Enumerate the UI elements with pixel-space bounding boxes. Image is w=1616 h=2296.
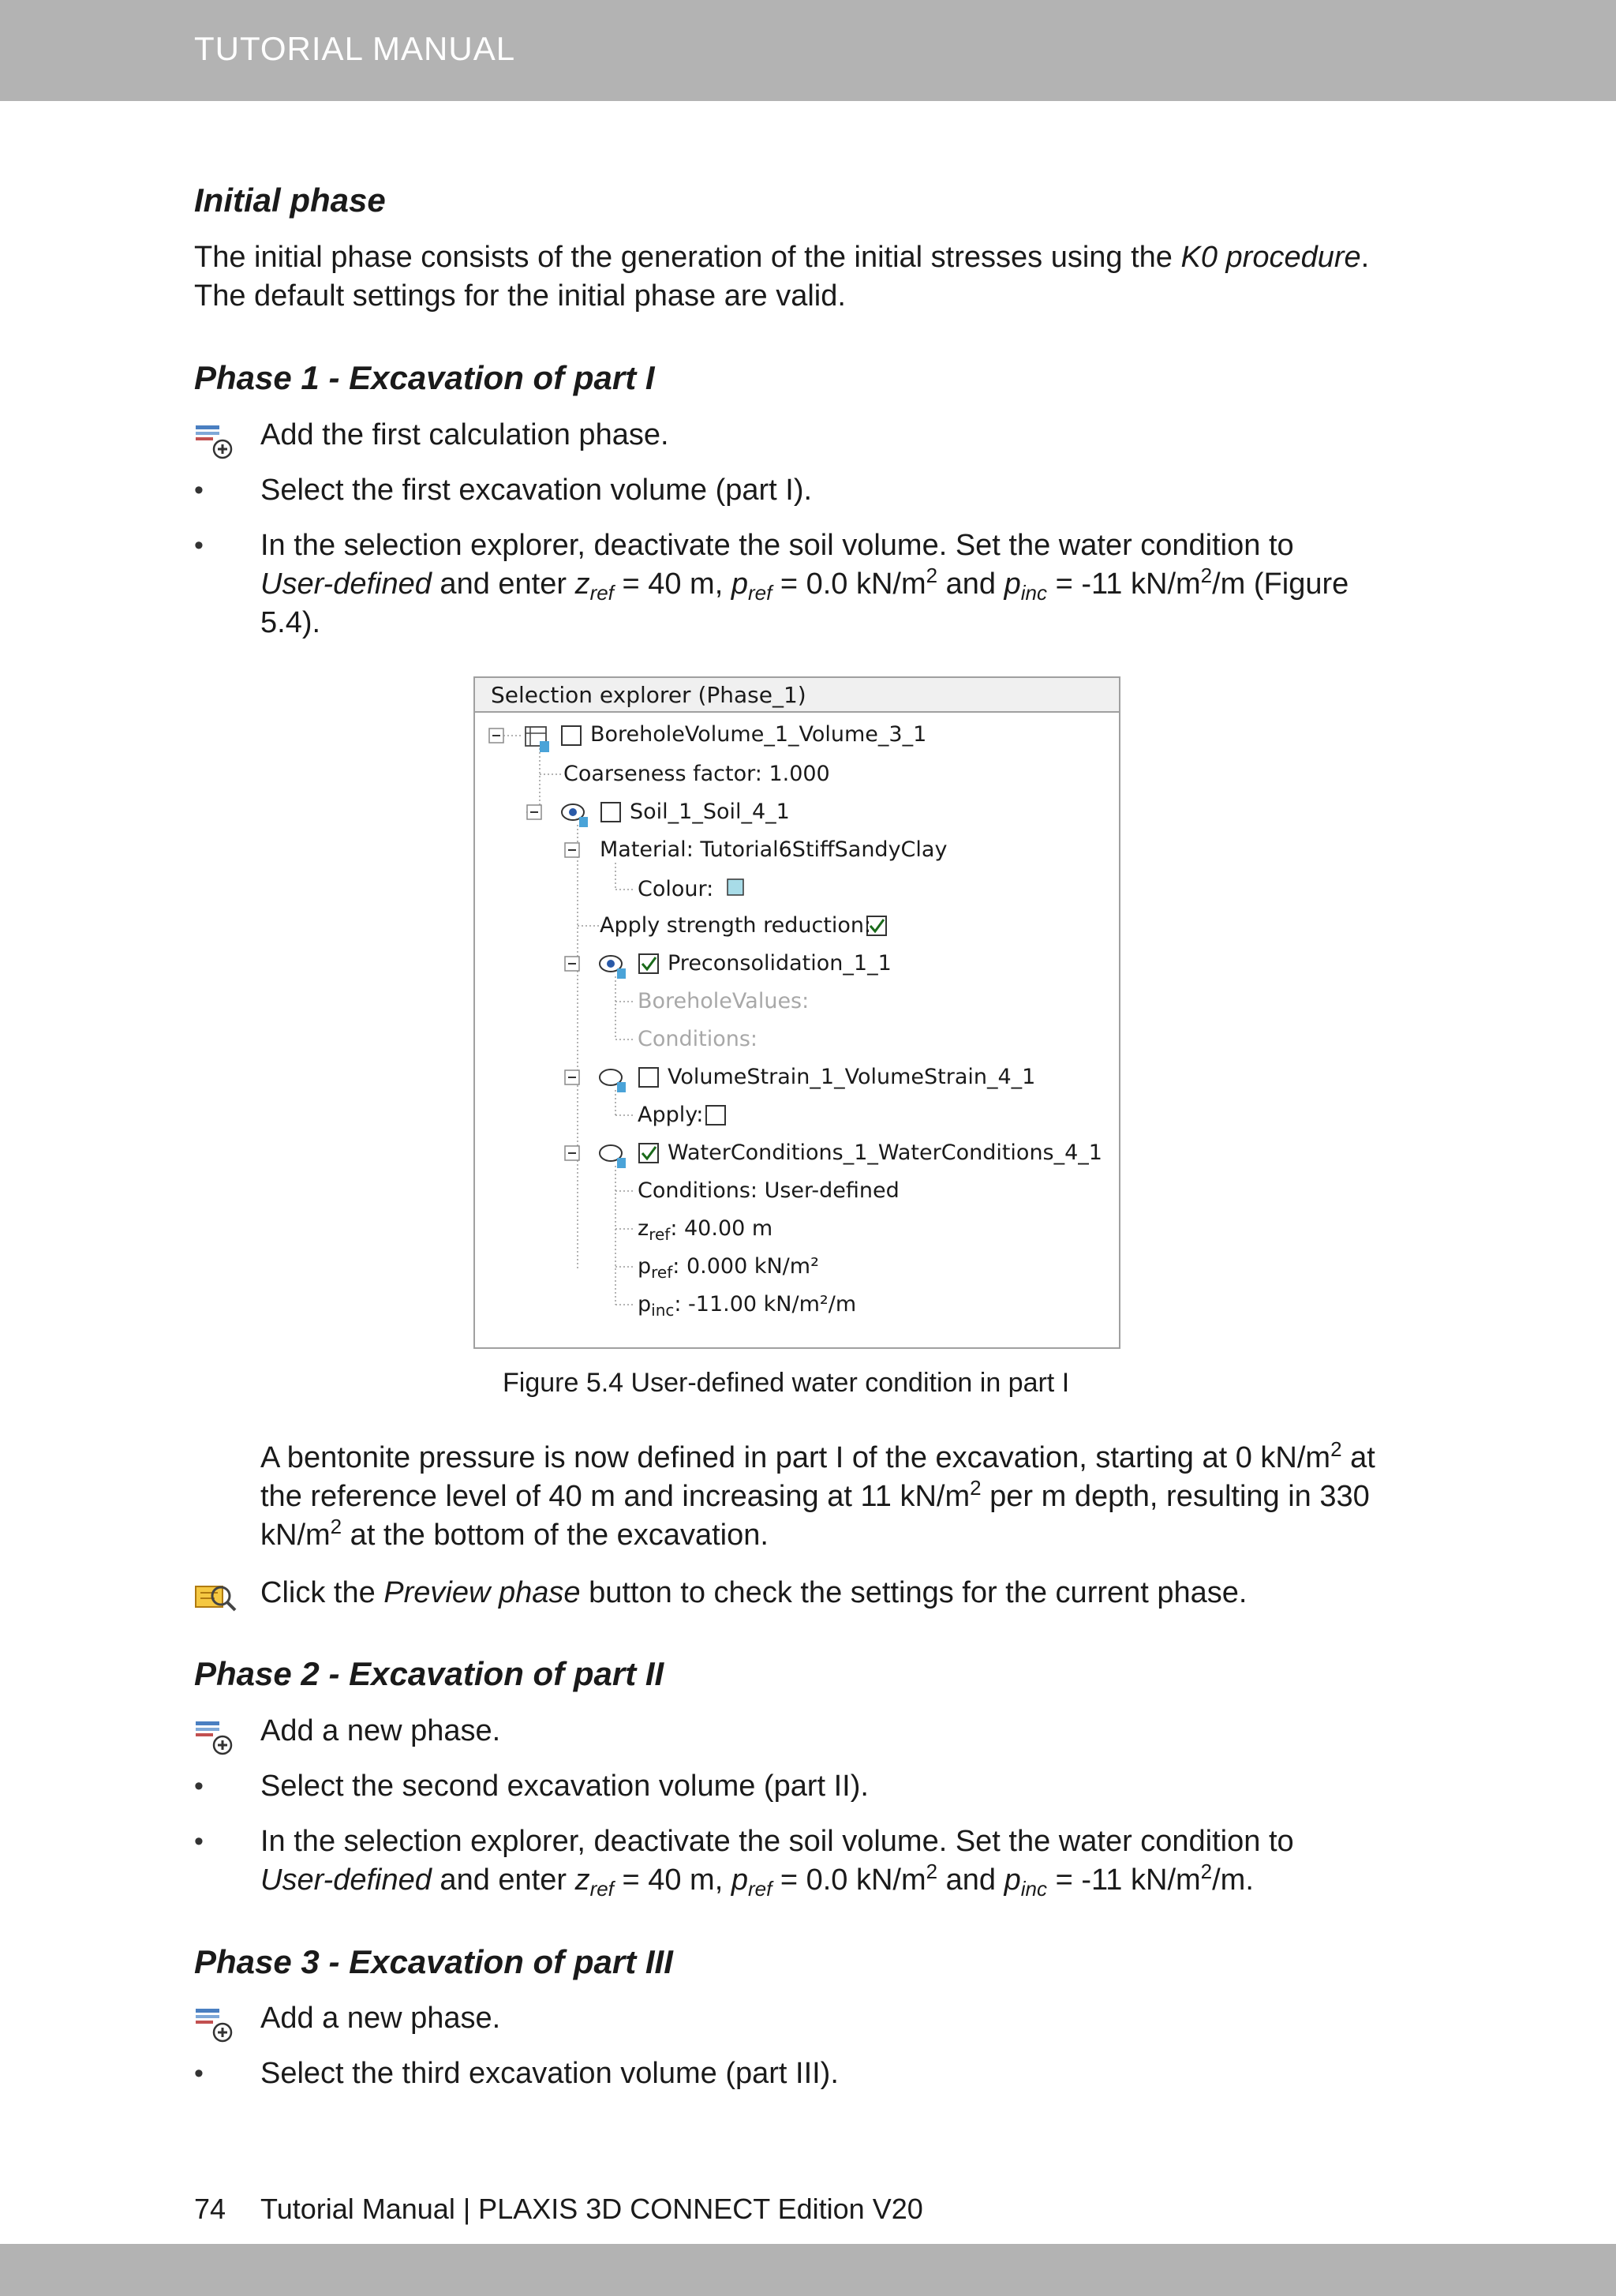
phase2-select-step	[194, 1767, 1425, 1807]
footer	[194, 2193, 923, 2226]
bentonite-paragraph: A bentonite pressure is now defined in part I of the excavation, starting at 0 $kN/m^2$ at the reference level of 40 m and increasing at 11 $kN/m^2$ per m depth, resulting in 330 $kN/m^2$ at the bottom of the excavation.	[260, 1437, 1375, 1552]
phase2-add-step	[194, 1712, 1425, 1751]
volume-icon	[526, 727, 549, 752]
bullet: •	[194, 475, 204, 505]
phase1-deactivate-step	[194, 526, 1425, 645]
preview-phase-icon	[194, 1579, 238, 1613]
figure-caption: Figure 5.4 User-defined water condition in part I	[503, 1368, 1070, 1398]
footer-band	[0, 2244, 1616, 2296]
borehole-checkbox	[562, 726, 581, 745]
phase3-select-text: Select the third excavation volume (part III).	[260, 2057, 839, 2090]
add-phase-icon	[194, 1718, 237, 1756]
preview-step	[194, 1574, 1425, 1613]
phase2-heading: Phase 2 - Excavation of part II	[194, 1655, 664, 1692]
water-checkbox	[639, 1144, 658, 1163]
page-number: 74	[194, 2193, 226, 2225]
tree-node-water: WaterConditions_1_WaterConditions_4_1	[668, 1141, 1102, 1165]
tree-node-soil: Soil_1_Soil_4_1	[630, 800, 790, 824]
selection-explorer-figure	[473, 676, 1120, 1349]
tree-node-precon: Preconsolidation_1_1	[668, 951, 892, 976]
condition-icon	[600, 1145, 626, 1168]
initial-phase-paragraph: The initial phase consists of the generation of the initial stresses using the K0 procedure. The default settings for the initial phase are valid.	[194, 241, 1370, 313]
footer-title: Tutorial Manual | PLAXIS 3D CONNECT Edition V20	[260, 2193, 923, 2225]
bullet: •	[194, 530, 204, 560]
add-phase-icon	[194, 422, 237, 460]
tree-node-borehole-values: BoreholeValues:	[638, 989, 810, 1013]
initial-phase-heading: Initial phase	[194, 182, 386, 219]
phase1-select-step	[194, 471, 1425, 511]
collapse-toggle-icons	[489, 729, 579, 1160]
tree-node-pref: $p_{ref}$: 0.000 kN/m²	[638, 1254, 819, 1282]
selection-explorer-title: Selection explorer (Phase_1)	[475, 678, 1119, 713]
header-title: TUTORIAL MANUAL	[194, 30, 516, 67]
eye-icon	[600, 956, 626, 979]
volumestrain-checkbox	[639, 1068, 658, 1087]
phase2-deactivate-text: In the selection explorer, deactivate the soil volume. Set the water condition to User-defined and enter $z_{ref} = 40$ m, $p_{ref} = 0.0$ $kN/m^2$ and $p_{inc} = -11$ $kN/m^2/m$.	[260, 1825, 1294, 1901]
tree-node-conditions: Conditions:	[638, 1027, 758, 1051]
phase3-add-text: Add a new phase.	[260, 2002, 501, 2035]
soil-checkbox	[601, 803, 620, 822]
preview-phase-term: Preview phase	[383, 1576, 581, 1609]
bullet: •	[194, 1771, 204, 1801]
phase1-select-text: Select the first excavation volume (part I).	[260, 474, 813, 507]
tree-node-material: Material: Tutorial6StiffSandyClay	[600, 837, 948, 862]
tree-node-volumestrain: VolumeStrain_1_VolumeStrain_4_1	[668, 1065, 1036, 1089]
tree-node-borehole: BoreholeVolume_1_Volume_3_1	[590, 722, 927, 747]
phase2-add-text: Add a new phase.	[260, 1714, 501, 1747]
tree-node-apply-strength: Apply strength reduction:	[600, 913, 872, 938]
phase2-deactivate-step	[194, 1822, 1425, 1901]
tree-node-colour: Colour:	[638, 877, 714, 901]
apply-checkbox	[706, 1106, 725, 1125]
bullet: •	[194, 2058, 204, 2088]
condition-icon	[600, 1069, 626, 1092]
tree-node-pinc: $p_{inc}$: -11.00 kN/m²/m	[638, 1292, 857, 1320]
phase3-add-step	[194, 1999, 1425, 2039]
tree-node-zref: $z_{ref}$: 40.00 m	[638, 1216, 773, 1244]
tree-node-apply: Apply:	[638, 1103, 704, 1127]
phase2-select-text: Select the second excavation volume (part II).	[260, 1770, 869, 1803]
add-phase-icon	[194, 2006, 237, 2043]
phase1-add-step	[194, 416, 1425, 455]
tree-node-cond-user: Conditions: User-defined	[638, 1178, 900, 1203]
k0-procedure-term: K0 procedure	[1180, 241, 1361, 274]
phase1-deactivate-text: In the selection explorer, deactivate the soil volume. Set the water condition to User-defined and enter $z_{ref} = 40$ m, $p_{ref} = 0.0$ $kN/m^2$ and $p_{inc} = -11$ $kN/m^2/m$ (Figure 5.4).	[260, 529, 1349, 639]
phase1-add-text: Add the first calculation phase.	[260, 418, 669, 451]
phase1-heading: Phase 1 - Excavation of part I	[194, 359, 655, 396]
phase3-heading: Phase 3 - Excavation of part III	[194, 1943, 673, 1980]
precon-checkbox	[639, 954, 658, 973]
preview-text: Click the Preview phase button to check the settings for the current phase.	[260, 1576, 1248, 1609]
eye-icon	[562, 804, 588, 827]
phase3-select-step	[194, 2054, 1425, 2094]
tree-node-coarseness: Coarseness factor: 1.000	[563, 762, 830, 786]
bullet: •	[194, 1826, 204, 1856]
colour-swatch	[728, 879, 743, 895]
